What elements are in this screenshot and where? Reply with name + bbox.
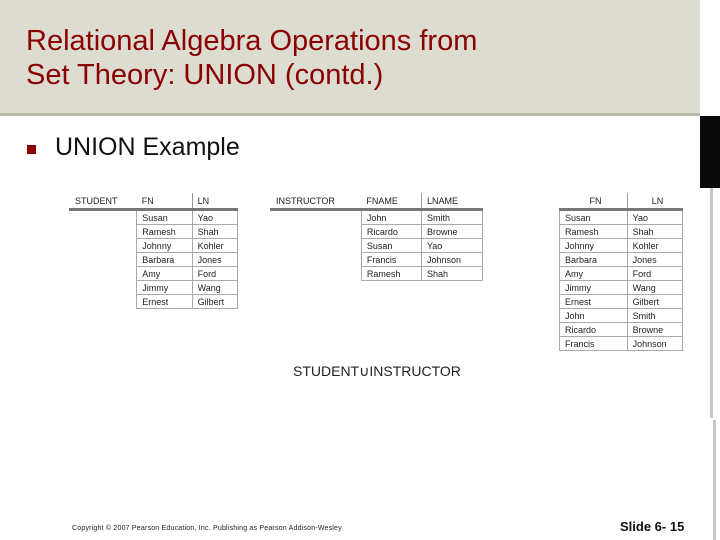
instructor-table bbox=[270, 193, 483, 281]
side-decoration-line-lower bbox=[713, 420, 716, 540]
table-cell: Browne bbox=[421, 225, 482, 239]
union-table bbox=[559, 193, 683, 351]
table-cell: Jimmy bbox=[137, 281, 192, 295]
table-cell: Gilbert bbox=[627, 295, 682, 309]
instructor-row bbox=[270, 225, 483, 239]
spacer-cell bbox=[69, 267, 137, 281]
student-row bbox=[69, 281, 238, 295]
union-table-header-row bbox=[560, 193, 683, 210]
table-cell: Johnson bbox=[421, 253, 482, 267]
table-cell: Ricardo bbox=[560, 323, 628, 337]
table-cell: Ernest bbox=[137, 295, 192, 309]
table-cell: Yao bbox=[421, 239, 482, 253]
title-divider bbox=[0, 113, 700, 116]
table-cell: Amy bbox=[137, 267, 192, 281]
table-cell: Yao bbox=[192, 210, 237, 225]
column-header: LN bbox=[627, 193, 682, 210]
table-cell: Shah bbox=[627, 225, 682, 239]
instructor-row bbox=[270, 267, 483, 281]
union-row bbox=[560, 337, 683, 351]
table-cell: Ricardo bbox=[361, 225, 421, 239]
table-cell: Susan bbox=[137, 210, 192, 225]
table-cell: Johnson bbox=[627, 337, 682, 351]
student-table-header-row bbox=[69, 193, 238, 210]
column-header: LN bbox=[192, 193, 237, 210]
union-row bbox=[560, 210, 683, 225]
instructor-table-header-row bbox=[270, 193, 483, 210]
table-cell: Gilbert bbox=[192, 295, 237, 309]
union-row bbox=[560, 267, 683, 281]
copyright-text: Copyright © 2007 Pearson Education, Inc. Publishing as Pearson Addison-Wesley bbox=[72, 525, 342, 532]
student-row bbox=[69, 225, 238, 239]
spacer-cell bbox=[69, 239, 137, 253]
table-cell: Jones bbox=[627, 253, 682, 267]
table-cell: John bbox=[361, 210, 421, 225]
column-header: FNAME bbox=[361, 193, 421, 210]
union-row bbox=[560, 225, 683, 239]
table-cell: Jimmy bbox=[560, 281, 628, 295]
side-decoration-line bbox=[710, 188, 713, 418]
table-cell: Smith bbox=[627, 309, 682, 323]
table-cell: Yao bbox=[627, 210, 682, 225]
union-label: STUDENT∪INSTRUCTOR bbox=[293, 363, 461, 379]
relation-name: STUDENT bbox=[69, 193, 137, 210]
union-row bbox=[560, 281, 683, 295]
spacer-cell bbox=[270, 253, 361, 267]
table-cell: Barbara bbox=[560, 253, 628, 267]
table-cell: Barbara bbox=[137, 253, 192, 267]
table-cell: Susan bbox=[560, 210, 628, 225]
spacer-cell bbox=[69, 295, 137, 309]
spacer-cell bbox=[270, 267, 361, 281]
table-cell: Wang bbox=[192, 281, 237, 295]
spacer-cell bbox=[69, 253, 137, 267]
table-cell: Ford bbox=[192, 267, 237, 281]
union-row bbox=[560, 323, 683, 337]
spacer-cell bbox=[270, 225, 361, 239]
instructor-row bbox=[270, 253, 483, 267]
column-header: FN bbox=[137, 193, 192, 210]
student-row bbox=[69, 253, 238, 267]
table-cell: Johnny bbox=[560, 239, 628, 253]
table-cell: Ramesh bbox=[137, 225, 192, 239]
table-cell: Francis bbox=[560, 337, 628, 351]
student-row bbox=[69, 210, 238, 225]
spacer-cell bbox=[69, 210, 137, 225]
student-row bbox=[69, 295, 238, 309]
table-cell: Shah bbox=[192, 225, 237, 239]
student-table bbox=[69, 193, 238, 309]
table-cell: Ford bbox=[627, 267, 682, 281]
union-row bbox=[560, 295, 683, 309]
table-cell: Ramesh bbox=[560, 225, 628, 239]
table-cell: Kohler bbox=[627, 239, 682, 253]
table-cell: Smith bbox=[421, 210, 482, 225]
table-cell: Shah bbox=[421, 267, 482, 281]
slide-title-line-1: Relational Algebra Operations from bbox=[26, 25, 478, 57]
union-row bbox=[560, 253, 683, 267]
student-row bbox=[69, 239, 238, 253]
table-cell: John bbox=[560, 309, 628, 323]
table-cell: Ernest bbox=[560, 295, 628, 309]
instructor-row bbox=[270, 239, 483, 253]
slide-number: Slide 6- 15 bbox=[620, 519, 685, 534]
table-cell: Susan bbox=[361, 239, 421, 253]
slide-title-line-2: Set Theory: UNION (contd.) bbox=[26, 59, 384, 91]
table-cell: Browne bbox=[627, 323, 682, 337]
column-header: FN bbox=[560, 193, 628, 210]
table-cell: Johnny bbox=[137, 239, 192, 253]
union-row bbox=[560, 309, 683, 323]
spacer-cell bbox=[270, 210, 361, 225]
slide-title bbox=[26, 24, 477, 92]
table-cell: Amy bbox=[560, 267, 628, 281]
side-decoration-block bbox=[700, 116, 720, 188]
bullet-text: UNION Example bbox=[55, 133, 240, 161]
union-row bbox=[560, 239, 683, 253]
table-cell: Kohler bbox=[192, 239, 237, 253]
spacer-cell bbox=[270, 239, 361, 253]
student-row bbox=[69, 267, 238, 281]
spacer-cell bbox=[69, 281, 137, 295]
column-header: LNAME bbox=[421, 193, 482, 210]
spacer-cell bbox=[69, 225, 137, 239]
instructor-row bbox=[270, 210, 483, 225]
bullet-square-icon bbox=[27, 145, 36, 154]
table-cell: Wang bbox=[627, 281, 682, 295]
relation-name: INSTRUCTOR bbox=[270, 193, 361, 210]
table-cell: Francis bbox=[361, 253, 421, 267]
table-cell: Jones bbox=[192, 253, 237, 267]
table-cell: Ramesh bbox=[361, 267, 421, 281]
